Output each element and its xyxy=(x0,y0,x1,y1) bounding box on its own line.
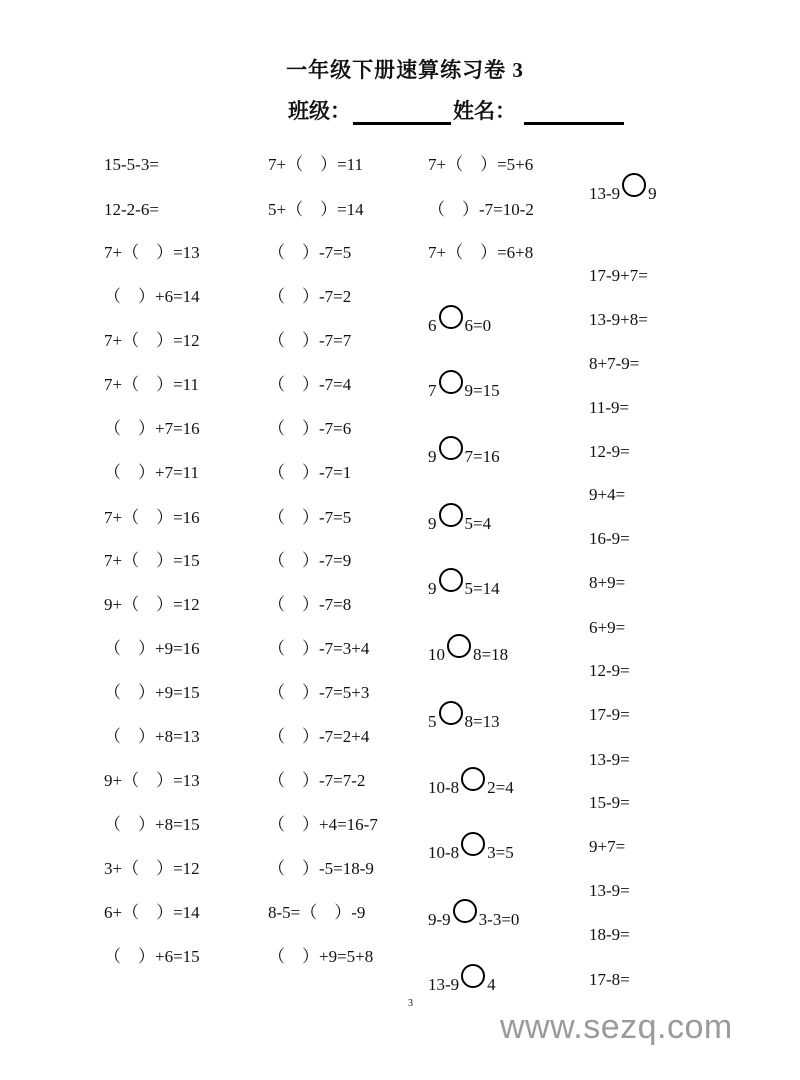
problem-item[interactable] xyxy=(268,463,351,483)
problem-text: 17-8= xyxy=(589,970,630,989)
problem-text: 7+（ ）=6+8 xyxy=(428,243,534,262)
problem-text: （ ）-7=5+3 xyxy=(268,683,370,702)
problem-item[interactable] xyxy=(268,815,378,835)
problem-item[interactable] xyxy=(104,463,199,483)
problem-left-operand: 9 xyxy=(428,579,437,598)
problem-text: （ ）+8=13 xyxy=(104,727,200,746)
problem-item[interactable] xyxy=(428,767,514,798)
compare-circle-icon[interactable] xyxy=(439,305,463,329)
problem-item[interactable] xyxy=(428,370,500,401)
problem-item[interactable] xyxy=(104,419,200,439)
compare-circle-icon[interactable] xyxy=(439,436,463,460)
problem-item[interactable] xyxy=(268,859,374,879)
problem-left-operand: 10-8 xyxy=(428,843,460,862)
problem-item[interactable] xyxy=(589,837,625,857)
problem-item[interactable] xyxy=(104,155,159,175)
class-label: 班级： xyxy=(288,99,351,123)
problem-text: 9+（ ）=13 xyxy=(104,771,200,790)
problem-right-operand: 9 xyxy=(648,184,657,203)
problem-text: （ ）-7=2+4 xyxy=(268,727,370,746)
problem-text: 12-2-6= xyxy=(104,200,159,219)
problem-item[interactable] xyxy=(268,595,351,615)
problem-left-operand: 6 xyxy=(428,316,437,335)
problem-text: （ ）+7=11 xyxy=(104,463,200,482)
problem-item[interactable] xyxy=(589,485,625,505)
problem-text: （ ）+9=5+8 xyxy=(268,947,374,966)
problem-item[interactable] xyxy=(589,173,657,204)
problem-text: （ ）-7=2 xyxy=(268,287,352,306)
compare-circle-icon[interactable] xyxy=(439,370,463,394)
problem-right-operand: 5=14 xyxy=(464,579,500,598)
problem-right-operand: 3-3=0 xyxy=(478,910,520,929)
problem-item[interactable] xyxy=(589,266,648,286)
problem-text: （ ）-7=6 xyxy=(268,419,352,438)
compare-circle-icon[interactable] xyxy=(447,634,471,658)
problem-item[interactable] xyxy=(589,661,630,681)
problem-right-operand: 3=5 xyxy=(487,843,514,862)
problem-item[interactable] xyxy=(104,771,200,791)
problem-item[interactable] xyxy=(589,750,630,770)
problem-text: 5+（ ）=14 xyxy=(268,200,364,219)
problem-text: （ ）+6=14 xyxy=(104,287,200,306)
problem-right-operand: 4 xyxy=(487,975,496,994)
problem-text: 6+9= xyxy=(589,618,626,637)
problem-text: 17-9+7= xyxy=(589,266,648,285)
name-blank-field[interactable] xyxy=(524,100,624,125)
compare-circle-icon[interactable] xyxy=(439,503,463,527)
problem-item[interactable] xyxy=(268,200,364,220)
problem-text: 6+（ ）=14 xyxy=(104,903,200,922)
problem-item[interactable] xyxy=(104,595,200,615)
problem-text: （ ）-7=5 xyxy=(268,243,352,262)
problem-item[interactable] xyxy=(268,155,363,175)
problem-item[interactable] xyxy=(428,701,500,732)
compare-circle-icon[interactable] xyxy=(461,964,485,988)
problem-text: 12-9= xyxy=(589,442,630,461)
problem-right-operand: 7=16 xyxy=(464,447,500,466)
problem-item[interactable] xyxy=(104,551,200,571)
problem-item[interactable] xyxy=(268,243,351,263)
problem-text: 11-9= xyxy=(589,398,630,417)
worksheet-title: 一年级下册速算练习卷 3 xyxy=(286,58,524,82)
problem-item[interactable] xyxy=(428,155,533,175)
problem-item[interactable] xyxy=(104,727,200,747)
problem-right-operand: 8=18 xyxy=(473,645,509,664)
problem-item[interactable] xyxy=(104,859,200,879)
problem-text: （ ）-7=9 xyxy=(268,551,352,570)
problem-item[interactable] xyxy=(268,375,351,395)
problem-right-operand: 9=15 xyxy=(464,381,500,400)
problem-item[interactable] xyxy=(268,727,369,747)
problem-text: （ ）-7=10-2 xyxy=(428,200,534,219)
problem-text: 8+7-9= xyxy=(589,354,640,373)
problem-text: 13-9+8= xyxy=(589,310,648,329)
compare-circle-icon[interactable] xyxy=(439,701,463,725)
problem-text: （ ）+7=16 xyxy=(104,419,200,438)
problem-item[interactable] xyxy=(589,529,630,549)
problem-left-operand: 9-9 xyxy=(428,910,451,929)
problem-item[interactable] xyxy=(589,573,625,593)
problem-left-operand: 9 xyxy=(428,514,437,533)
problem-text: 7+（ ）=13 xyxy=(104,243,200,262)
problem-text: （ ）+4=16-7 xyxy=(268,815,378,834)
problem-right-operand: 6=0 xyxy=(464,316,492,335)
problem-text: 8-5=（ ）-9 xyxy=(268,903,366,922)
problem-item[interactable] xyxy=(104,243,200,263)
problem-item[interactable] xyxy=(589,442,630,462)
problem-text: （ ）-7=5 xyxy=(268,508,352,527)
problem-item[interactable] xyxy=(428,832,514,863)
student-info-line xyxy=(288,95,626,125)
problem-text: 13-9= xyxy=(589,750,630,769)
problem-text: （ ）-7=7 xyxy=(268,331,352,350)
problem-text: 9+（ ）=12 xyxy=(104,595,200,614)
problem-item[interactable] xyxy=(268,508,351,528)
problem-item[interactable] xyxy=(428,436,500,467)
problem-item[interactable] xyxy=(428,568,500,599)
problem-item[interactable] xyxy=(428,964,496,995)
problem-item[interactable] xyxy=(104,947,200,967)
problem-text: 15-9= xyxy=(589,793,630,812)
problem-text: （ ）+6=15 xyxy=(104,947,200,966)
problem-item[interactable] xyxy=(589,354,639,374)
problem-text: 3+（ ）=12 xyxy=(104,859,200,878)
problem-item[interactable] xyxy=(104,200,159,220)
problem-item[interactable] xyxy=(268,419,351,439)
compare-circle-icon[interactable] xyxy=(439,568,463,592)
problem-item[interactable] xyxy=(104,815,200,835)
problem-left-operand: 10-8 xyxy=(428,778,460,797)
problem-item[interactable] xyxy=(589,925,630,945)
problem-item[interactable] xyxy=(268,903,365,923)
problem-text: 7+（ ）=5+6 xyxy=(428,155,534,174)
problem-left-operand: 9 xyxy=(428,447,437,466)
problem-item[interactable] xyxy=(268,551,351,571)
problem-text: （ ）-7=3+4 xyxy=(268,639,370,658)
problem-item[interactable] xyxy=(104,508,200,528)
problem-item[interactable] xyxy=(104,287,200,307)
watermark: www.sezq.com xyxy=(500,1008,733,1046)
page-number: 3 xyxy=(408,998,413,1009)
problem-text: 18-9= xyxy=(589,925,630,944)
problem-left-operand: 13-9 xyxy=(428,975,460,994)
problem-text: （ ）-7=4 xyxy=(268,375,352,394)
problem-text: （ ）+9=16 xyxy=(104,639,200,658)
class-blank-field[interactable] xyxy=(353,100,451,125)
problem-item[interactable] xyxy=(428,243,533,263)
problem-item[interactable] xyxy=(268,331,351,351)
problem-left-operand: 10 xyxy=(428,645,445,664)
problem-item[interactable] xyxy=(428,503,491,534)
problem-item[interactable] xyxy=(268,947,373,967)
problem-text: 7+（ ）=12 xyxy=(104,331,200,350)
problem-item[interactable] xyxy=(104,903,200,923)
problem-text: 17-9= xyxy=(589,705,630,724)
problem-item[interactable] xyxy=(268,639,369,659)
problem-item[interactable] xyxy=(589,310,648,330)
problem-text: 7+（ ）=11 xyxy=(104,375,200,394)
compare-circle-icon[interactable] xyxy=(622,173,646,197)
name-label: 姓名： xyxy=(453,99,516,123)
problem-text: （ ）+8=15 xyxy=(104,815,200,834)
problem-text: 8+9= xyxy=(589,573,626,592)
problem-item[interactable] xyxy=(428,899,519,930)
compare-circle-icon[interactable] xyxy=(453,899,477,923)
problem-item[interactable] xyxy=(104,639,200,659)
problem-item[interactable] xyxy=(104,375,199,395)
problem-text: （ ）-7=7-2 xyxy=(268,771,366,790)
problem-text: 7+（ ）=11 xyxy=(268,155,364,174)
compare-circle-icon[interactable] xyxy=(461,767,485,791)
problem-item[interactable] xyxy=(589,793,630,813)
problem-item[interactable] xyxy=(428,305,491,336)
problem-item[interactable] xyxy=(428,200,534,220)
problem-right-operand: 5=4 xyxy=(464,514,492,533)
problem-item[interactable] xyxy=(589,618,625,638)
problem-text: 7+（ ）=15 xyxy=(104,551,200,570)
problem-item[interactable] xyxy=(428,634,508,665)
compare-circle-icon[interactable] xyxy=(461,832,485,856)
problem-right-operand: 8=13 xyxy=(464,712,500,731)
problem-item[interactable] xyxy=(104,331,200,351)
problem-left-operand: 7 xyxy=(428,381,437,400)
problem-item[interactable] xyxy=(589,970,630,990)
problem-text: （ ）-7=1 xyxy=(268,463,352,482)
problem-item[interactable] xyxy=(589,398,629,418)
problem-item[interactable] xyxy=(268,683,369,703)
problem-left-operand: 13-9 xyxy=(589,184,621,203)
problem-item[interactable] xyxy=(589,881,630,901)
problem-text: （ ）-7=8 xyxy=(268,595,352,614)
problem-text: 12-9= xyxy=(589,661,630,680)
problem-item[interactable] xyxy=(268,287,351,307)
problem-item[interactable] xyxy=(104,683,200,703)
problem-text: 15-5-3= xyxy=(104,155,159,174)
problem-item[interactable] xyxy=(268,771,365,791)
problem-text: 9+7= xyxy=(589,837,626,856)
problem-right-operand: 2=4 xyxy=(487,778,514,797)
problem-text: （ ）-5=18-9 xyxy=(268,859,374,878)
problem-text: 16-9= xyxy=(589,529,630,548)
problem-text: 9+4= xyxy=(589,485,626,504)
problem-item[interactable] xyxy=(589,705,630,725)
problem-left-operand: 5 xyxy=(428,712,437,731)
problem-text: （ ）+9=15 xyxy=(104,683,200,702)
problem-text: 13-9= xyxy=(589,881,630,900)
problem-text: 7+（ ）=16 xyxy=(104,508,200,527)
